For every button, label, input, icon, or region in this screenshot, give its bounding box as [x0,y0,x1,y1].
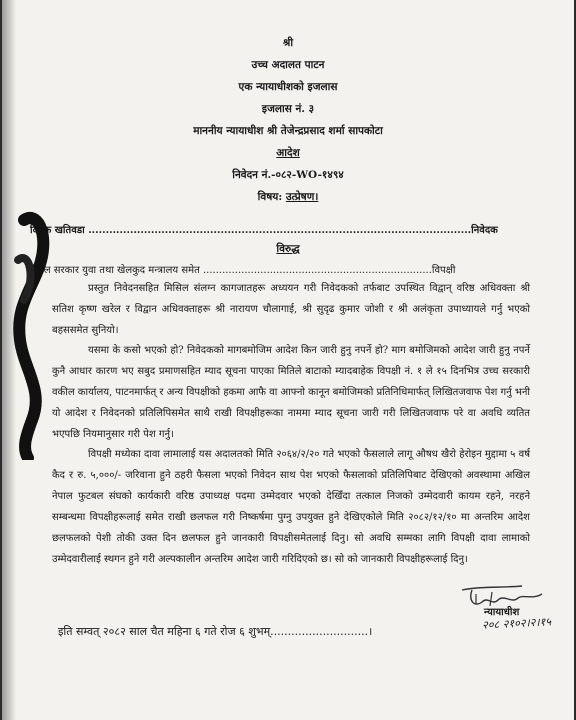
subject-value: उत्प्रेषण। [285,191,319,203]
order-title: आदेश [276,147,300,159]
subject-label: विषय: [257,191,283,203]
petitioner-line: दिपक खतिवडा ..............................................................................................................निवेदक [30,225,498,236]
header-bench-no: इजलास नं. ३ [261,103,315,115]
respondent-line: नेपाल सरकार युवा तथा खेलकुद मन्त्रालय समेत ........................................................................विपक्षी [30,265,456,276]
signature-label: न्यायाधीश [484,607,520,618]
closing-line: इति सम्वत् २०८२ साल चैत महिना ६ गते रोज ६ शुभम्............................। [58,625,373,638]
signature-date: २०८ २१०२।२।१५ [481,615,552,632]
document-page [2,0,574,720]
header-court: उच्च अदालत पाटन [251,59,325,71]
petition-number: निवेदन नं.-०८२-WO-१४९४ [232,169,344,181]
header-shree: श्री [282,37,294,49]
ink-mark-icon [10,200,56,460]
versus-label: विरुद्ध [276,243,300,255]
subject-line [2,190,574,204]
paragraph-show-cause: यसमा के कसो भएको हो? निवेदकको मागबमोजिम आदेश किन जारी हुनु नपर्ने हो? माग बमोजिमको आदेश जारी हुनु नपर्ने कुनै आधार कारण भए सबुद प्रमाणसहित म्याद सूचना पाएका मितिले बाटाको म्यादबाहेक विपक्षी नं. १ ले १५ दिनभित्र उच्च सरकारी वकील कार्यालय, पाटनमार्फत् र अन्य विपक्षीको हकमा आफै वा आफ्नो कानून बमोजिमको प्रतिनिधिमार्फत् लिखितजवाफ पेश गर्नु भनी यो आदेश र निवेदनको प्रतिलिपिसमेत साथै राखी विपक्षीहरूका नाममा म्याद सूचना जारी गरी लिखितजवाफ परे वा अवधि व्यतित भएपछि नियमानुसार गरी पेश गर्नु। [52,345,530,440]
paragraph-interim-order: विपक्षी मध्येका दावा लामालाई यस अदालतको मिति २०६४/२/२० गते भएको फैसलाले लागू औषध खैरो हेरोइन मुद्दामा ५ वर्ष कैद र रु. ५,०००/- जरिवाना हुने ठहरी फैसला भएको निवेदन साथ पेश भएको फैसलाको प्रतिलिपिबाट देखिएको अवस्थामा अखिल नेपाल फुटबल संघको कार्यकारी वरिष्ठ उपाध्यक्ष पदमा उम्मेदवार भएको देखिँदा तत्काल निजको उम्मेदवारी कायम रहने, नरहने सम्बन्धमा विपक्षीहरूलाई समेत राखी छलफल गरी निष्कर्षमा पुग्नु उपयुक्त हुने देखिएकोले मिति २०८२/१२/१० मा अन्तरिम आदेश छलफलको पेशी तोकी उक्त दिन छलफल हुने जानकारी विपक्षीसमेतलाई दिनु। सो अवधि सम्मका लागि विपक्षी दावा लामाको उम्मेदवारीलाई स्थगन हुने गरी अल्पकालीन अन्तरिम आदेश जारी गरिदिएको छ। सो को जानकारी विपक्षीहरूलाई दिनु। [52,449,530,565]
header-judge: माननीय न्यायाधीश श्री तेजेन्द्रप्रसाद शर्मा सापकोटा [193,125,383,137]
header-bench-type: एक न्यायाधीशको इजलास [238,81,338,93]
paragraph-hearing: प्रस्तुत निवेदनसहित मिसिल संलग्न कागजातहरू अध्ययन गरी निवेदकको तर्फबाट उपस्थित विद्वान् वरिष्ठ अधिवक्ता श्री सतिश कृष्ण खरेल र विद्वान अधिवक्ताहरू श्री नारायण चौलागाई, श्री सुदृढ कुमार जोशी र श्री अलंकृता उपाध्यायले गर्नु भएको बहससमेत सुनियो। [52,283,530,336]
